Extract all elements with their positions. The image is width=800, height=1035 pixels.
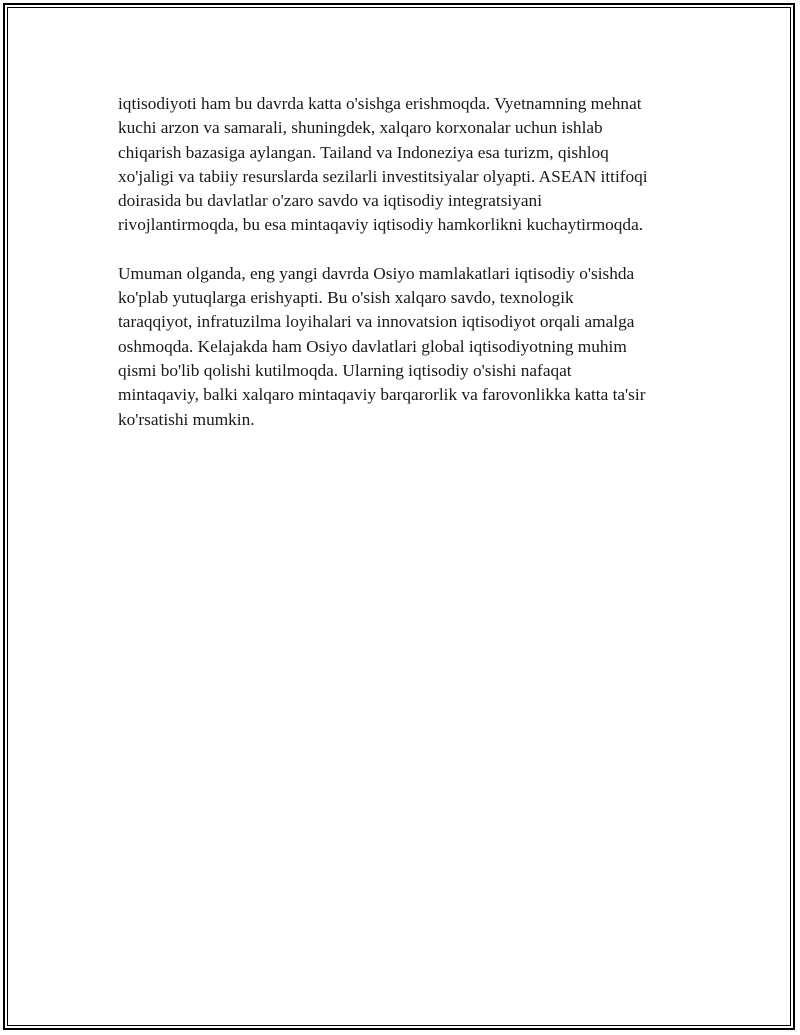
text-line: qismi bo'lib qolishi kutilmoqda. Ularning iqtisodiy o'sishi nafaqat	[118, 360, 572, 380]
text-line: Umuman olganda, eng yangi davrda Osiyo mamlakatlari iqtisodiy o'sishda	[118, 263, 635, 283]
text-line: chiqarish bazasiga aylangan. Tailand va Indoneziya esa turizm, qishloq	[118, 142, 609, 162]
text-line: rivojlantirmoqda, bu esa mintaqaviy iqtisodiy hamkorlikni kuchaytirmoqda.	[118, 215, 644, 235]
text-line: doirasida bu davlatlar o'zaro savdo va iqtisodiy integratsiyani	[118, 191, 542, 211]
document-body	[118, 92, 698, 456]
text-line: ko'plab yutuqlarga erishyapti. Bu o'sish xalqaro savdo, texnologik	[118, 288, 574, 308]
paragraph-2	[118, 262, 698, 432]
text-line: kuchi arzon va samarali, shuningdek, xalqaro korxonalar uchun ishlab	[118, 118, 603, 138]
text-line: xo'jaligi va tabiiy resurslarda sezilarli investitsiyalar olyapti. ASEAN ittifoqi	[118, 166, 648, 186]
text-line: ko'rsatishi mumkin.	[118, 409, 255, 429]
paragraph-1	[118, 92, 698, 238]
text-line: mintaqaviy, balki xalqaro mintaqaviy barqarorlik va farovonlikka katta ta'sir	[118, 385, 646, 405]
text-line: oshmoqda. Kelajakda ham Osiyo davlatlari global iqtisodiyotning muhim	[118, 336, 627, 356]
text-line: taraqqiyot, infratuzilma loyihalari va innovatsion iqtisodiyot orqali amalga	[118, 312, 635, 332]
text-line: iqtisodiyoti ham bu davrda katta o'sishga erishmoqda. Vyetnamning mehnat	[118, 94, 642, 113]
